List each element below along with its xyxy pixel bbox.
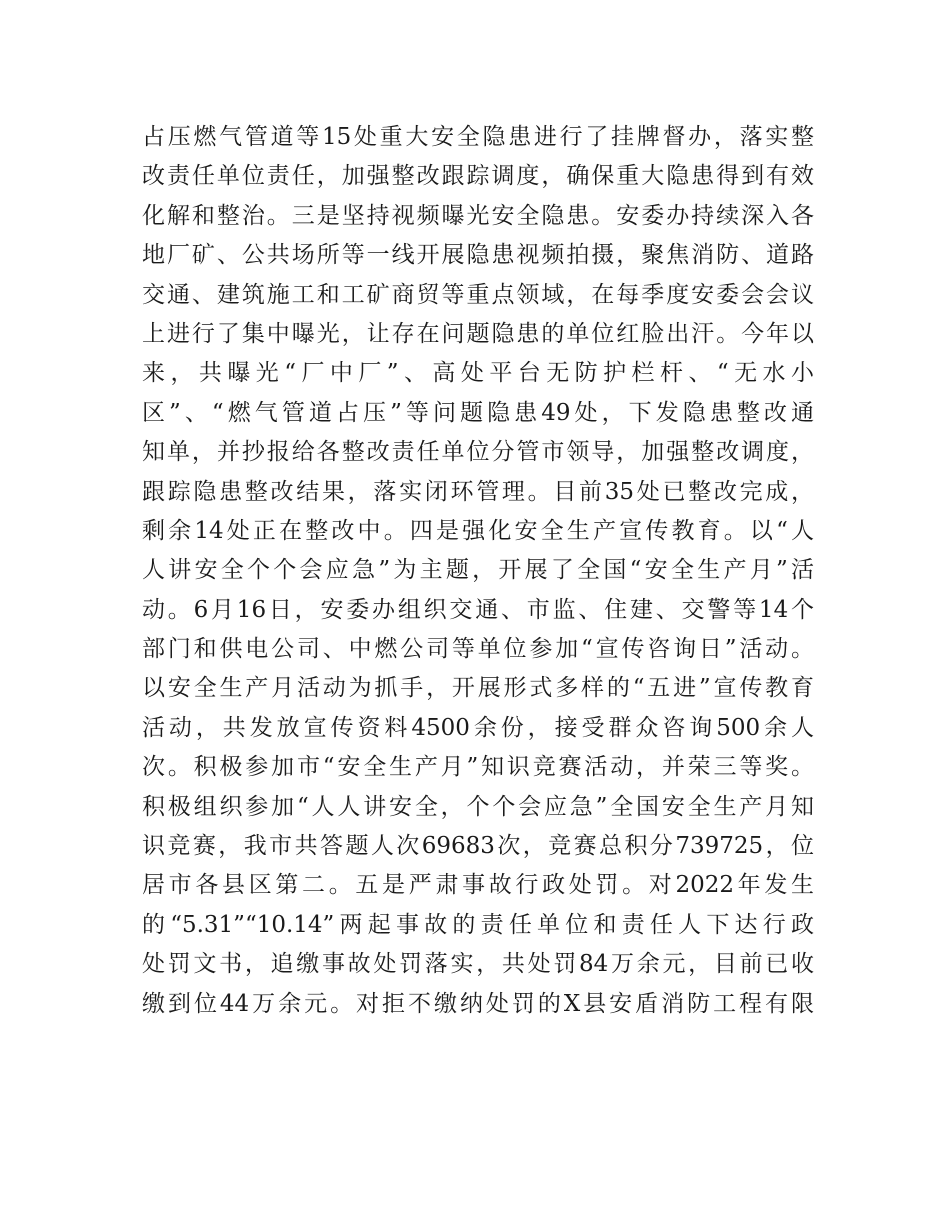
text-line: 的“5.31”“10.14”两起事故的责任单位和责任人下达行政 <box>142 911 814 938</box>
text-line: 识竞赛，我市共答题人次69683次，竞赛总积分739725，位 <box>142 833 814 860</box>
text-line: 交通、建筑施工和工矿商贸等重点领域，在每季度安委会会议 <box>142 281 814 308</box>
text-line: 缴到位44万余元。对拒不缴纳处罚的X县安盾消防工程有限 <box>142 990 814 1017</box>
text-line: 活动，共发放宣传资料4500余份，接受群众咨询500余人 <box>142 714 814 741</box>
text-line: 占压燃气管道等15处重大安全隐患进行了挂牌督办，落实整 <box>142 124 814 150</box>
text-line: 地厂矿、公共场所等一线开展隐患视频拍摄，聚焦消防、道路 <box>142 242 814 269</box>
text-line: 知单，并抄报给各整改责任单位分管市领导，加强整改调度， <box>142 439 814 466</box>
body-paragraph <box>142 118 814 1024</box>
text-line: 剩余14处正在整改中。四是强化安全生产宣传教育。以“人 <box>142 517 814 544</box>
text-line: 部门和供电公司、中燃公司等单位参加“宣传咨询日”活动。 <box>142 636 814 663</box>
text-line: 次。积极参加市“安全生产月”知识竞赛活动，并荣三等奖。 <box>142 754 814 781</box>
text-line: 上进行了集中曝光，让存在问题隐患的单位红脸出汗。今年以 <box>142 320 814 347</box>
text-line: 积极组织参加“人人讲安全，个个会应急”全国安全生产月知 <box>142 793 814 820</box>
text-line: 改责任单位责任，加强整改跟踪调度，确保重大隐患得到有效 <box>142 163 814 190</box>
text-line: 来，共曝光“厂中厂”、高处平台无防护栏杆、“无水小 <box>142 360 814 387</box>
text-line: 处罚文书，追缴事故处罚落实，共处罚84万余元，目前已收 <box>142 951 814 978</box>
text-line: 动。6月16日，安委办组织交通、市监、住建、交警等14个 <box>142 596 814 623</box>
text-line: 化解和整治。三是坚持视频曝光安全隐患。安委办持续深入各 <box>142 202 814 229</box>
text-line: 跟踪隐患整改结果，落实闭环管理。目前35处已整改完成， <box>142 478 814 505</box>
text-line: 人讲安全个个会应急”为主题，开展了全国“安全生产月”活 <box>142 557 814 584</box>
text-line: 区”、“燃气管道占压”等问题隐患49处，下发隐患整改通 <box>142 399 814 426</box>
text-line: 居市各县区第二。五是严肃事故行政处罚。对2022年发生 <box>142 872 814 899</box>
text-line: 以安全生产月活动为抓手，开展形式多样的“五进”宣传教育 <box>142 675 814 702</box>
